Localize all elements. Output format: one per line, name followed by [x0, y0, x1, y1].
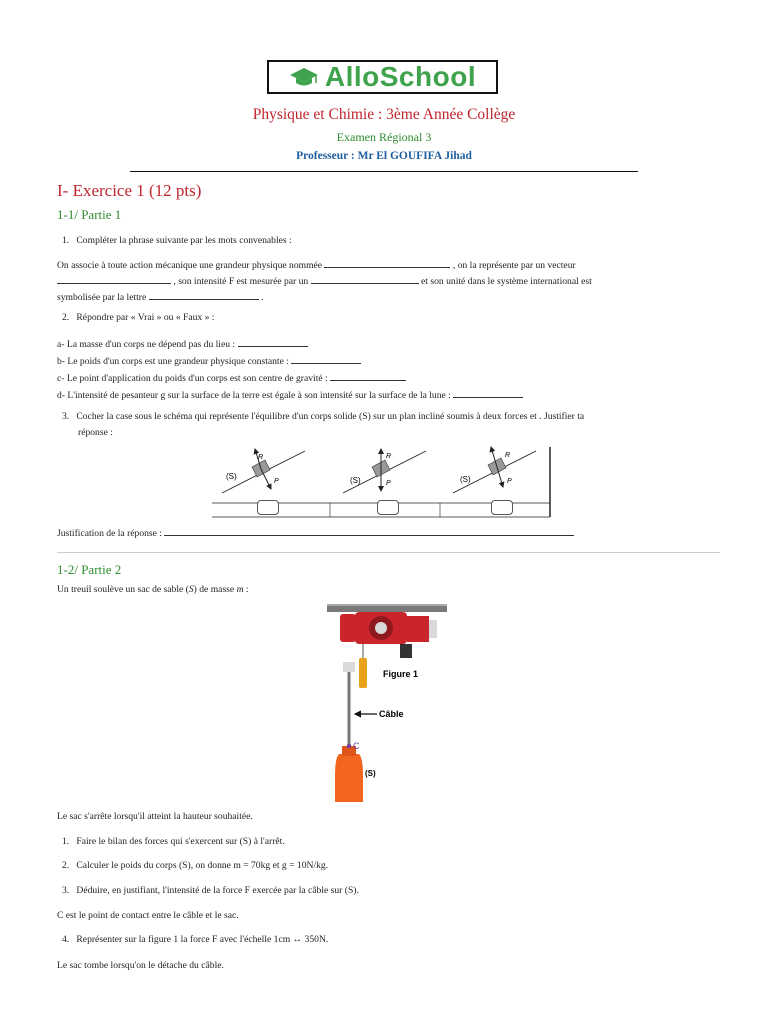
fill-sentence-line-3: symbolisée par la lettre .: [57, 292, 264, 303]
part2-question-4: 4. Représenter sur la figure 1 la force F avec l'échelle 1cm ↔ 350N.: [62, 934, 329, 945]
part2-question-1: 1. Faire le bilan des forces qui s'exercent sur (S) à l'arrêt.: [62, 836, 285, 847]
blank-field[interactable]: [330, 372, 406, 381]
fill-sentence-line-1: On associe à toute action mécanique une grandeur physique nommée , on la représente par un vecteur: [57, 260, 576, 271]
blank-field[interactable]: [291, 355, 361, 364]
point-c-label: C: [353, 741, 360, 751]
section-divider: [57, 552, 720, 553]
true-false-a: a- La masse d'un corps ne dépend pas du lieu :: [57, 338, 308, 350]
question-3: 3. Cocher la case sous le schéma qui représente l'équilibre d'un corps solide (S) sur un plan incliné soumis à deux forces et . Justifier ta: [62, 411, 585, 422]
force-r-label: R: [258, 454, 264, 461]
force-r-label: R: [505, 452, 511, 459]
hoist-figure: [325, 596, 450, 808]
logo-text: AlloSchool: [324, 61, 477, 92]
solid-label: (S): [350, 476, 361, 485]
blank-field[interactable]: [324, 259, 450, 268]
solid-label: (S): [226, 472, 237, 481]
blank-field[interactable]: [311, 275, 419, 284]
fill-sentence-line-2: , son intensité F est mesurée par un et son unité dans le système international est: [57, 275, 592, 287]
teacher-name: Professeur : Mr El GOUFIFA Jihad: [296, 150, 472, 162]
question-2: 2. Répondre par « Vrai » ou « Faux » :: [62, 312, 215, 323]
solid-label: (S): [460, 475, 471, 484]
alloschool-logo: [267, 60, 498, 94]
blank-field[interactable]: [149, 291, 259, 300]
diagram-2: [343, 449, 426, 493]
force-r-label: R: [386, 453, 392, 460]
question-3-continued: réponse :: [78, 427, 113, 438]
cable-label: Câble: [379, 709, 404, 719]
part2-intro: Un treuil soulève un sac de sable (S) de masse m :: [57, 584, 249, 595]
justification-field[interactable]: [164, 527, 574, 536]
diagram-2-checkbox[interactable]: [377, 500, 399, 515]
part2-question-2: 2. Calculer le poids du corps (S), on donne m = 70kg et g = 10N/kg.: [62, 860, 329, 871]
stop-sentence: Le sac s'arrête lorsqu'il atteint la hauteur souhaitée.: [57, 811, 253, 822]
fall-sentence: Le sac tombe lorsqu'on le détache du câble.: [57, 960, 224, 971]
justification-line: Justification de la réponse :: [57, 527, 574, 539]
document-title: Physique et Chimie : 3ème Année Collège: [252, 106, 516, 123]
figure-label: Figure 1: [383, 669, 419, 679]
document-subtitle: Examen Régional 3: [336, 130, 432, 144]
force-p-label: P: [507, 478, 512, 485]
part2-heading: 1-2/ Partie 2: [57, 562, 122, 577]
force-p-label: P: [386, 480, 391, 487]
diagram-3: [453, 447, 536, 493]
true-false-c: c- Le point d'application du poids d'un corps est son centre de gravité :: [57, 372, 406, 384]
header-divider: [130, 171, 638, 172]
sack-label: (S): [365, 769, 376, 778]
part2-question-3: 3. Déduire, en justifiant, l'intensité de la force F exercée par la câble sur (S).: [62, 885, 359, 896]
diagram-1-checkbox[interactable]: [257, 500, 279, 515]
blank-field[interactable]: [453, 389, 523, 398]
contact-point-sentence: C est le point de contact entre le câble et le sac.: [57, 910, 239, 921]
diagram-3-checkbox[interactable]: [491, 500, 513, 515]
force-p-label: P: [274, 478, 279, 485]
blank-field[interactable]: [238, 338, 308, 347]
part1-heading: 1-1/ Partie 1: [57, 207, 122, 222]
exercise-heading: I- Exercice 1 (12 pts): [57, 181, 202, 200]
diagram-1: [222, 449, 305, 493]
blank-field[interactable]: [57, 275, 171, 284]
true-false-d: d- L'intensité de pesanteur g sur la surface de la terre est égale à son intensité sur la surface de la lune :: [57, 389, 523, 401]
question-1: 1. Compléter la phrase suivante par les mots convenables :: [62, 235, 292, 246]
true-false-b: b- Le poids d'un corps est une grandeur physique constante :: [57, 355, 361, 367]
graduation-cap-icon: [289, 66, 319, 88]
